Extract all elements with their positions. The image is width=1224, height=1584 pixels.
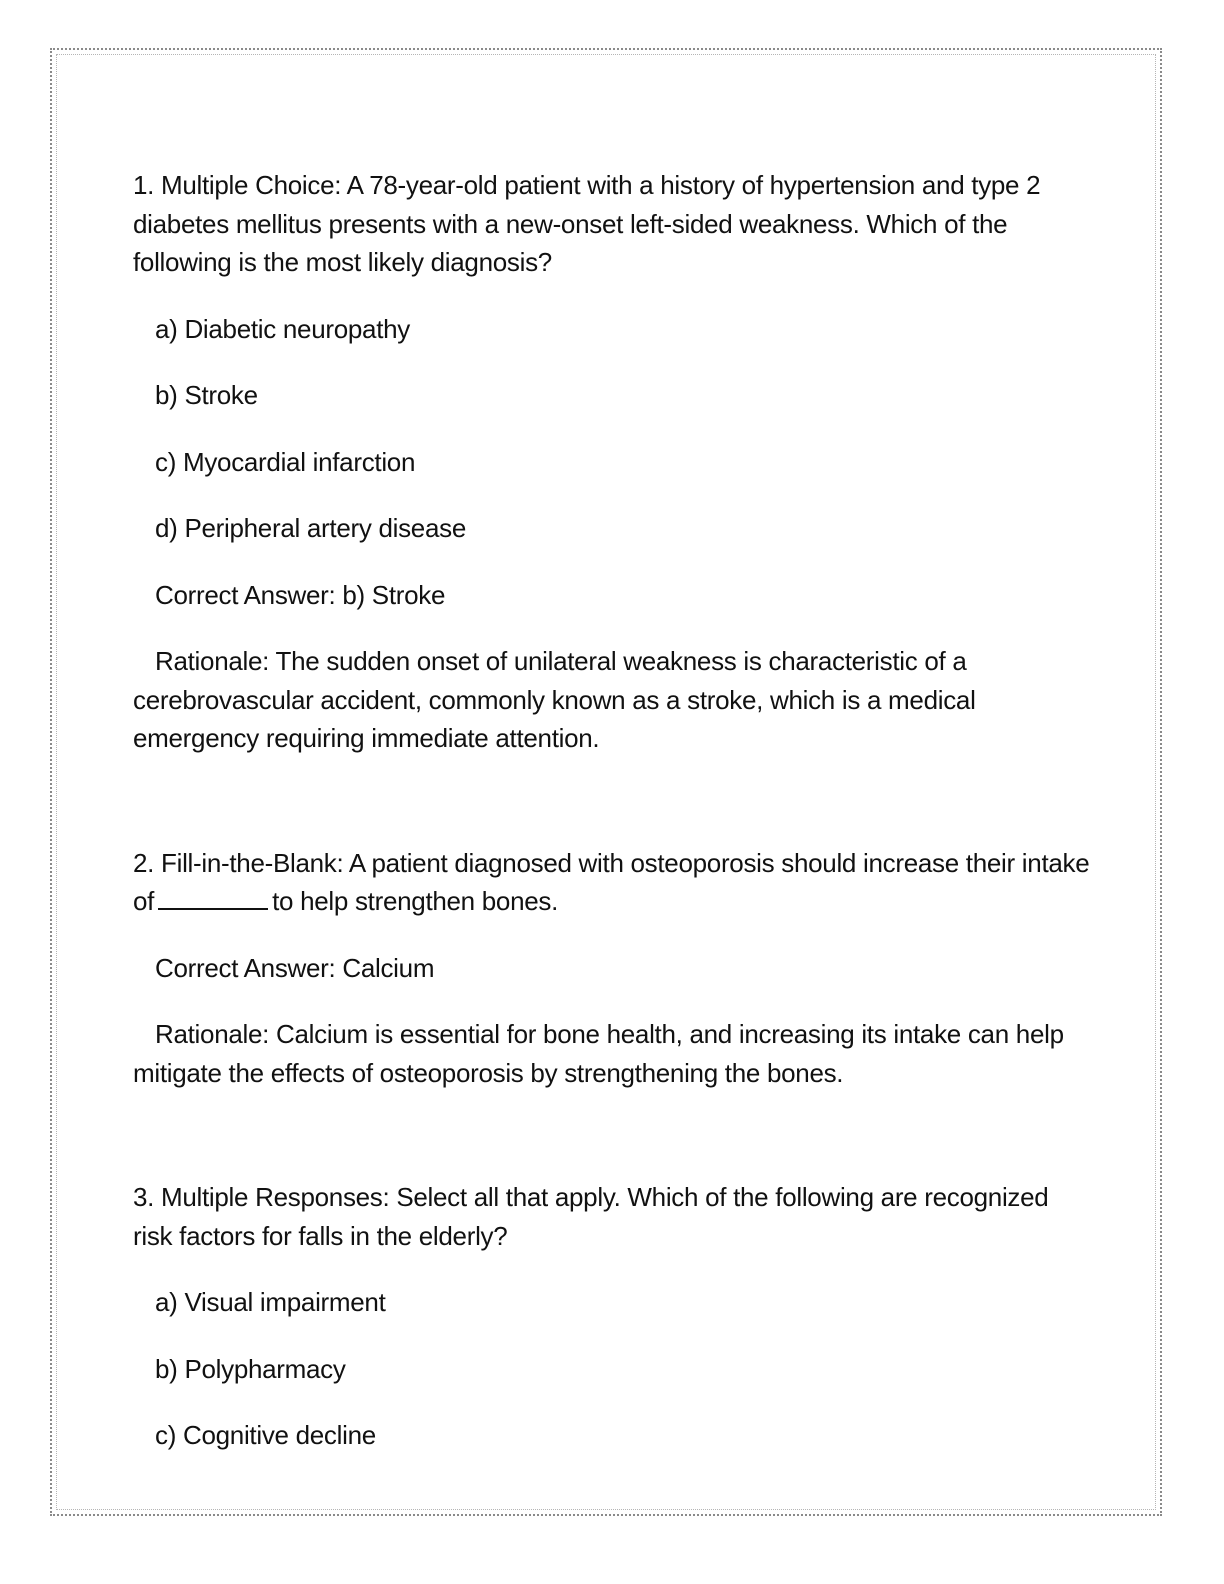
question-1-stem: 1. Multiple Choice: A 78-year-old patient with a history of hypertension and type 2 diabetes mellitus presents with a new-onset left-sided weakness. Which of the following is the most likely diagnosis?: [133, 170, 1041, 277]
question-1: [133, 166, 1093, 758]
question-3-option-a: a) Visual impairment: [155, 1287, 386, 1317]
question-2-stem: [133, 844, 1093, 921]
question-3-stem: 3. Multiple Responses: Select all that apply. Which of the following are recognized risk factors for falls in the elderly?: [133, 1182, 1049, 1251]
question-3-option-c: c) Cognitive decline: [155, 1420, 376, 1450]
question-1-option-a: a) Diabetic neuropathy: [155, 313, 410, 344]
question-2-stem-after: to help strengthen bones.: [272, 886, 559, 916]
question-3-option-b: b) Polypharmacy: [155, 1353, 346, 1384]
question-1-rationale: Rationale: The sudden onset of unilateral weakness is characteristic of a cerebrovascular accident, commonly known as a stroke, which is a medical emergency requiring immediate attention.: [133, 646, 976, 753]
question-2-stem-before: 2. Fill-in-the-Blank: A patient diagnosed with osteoporosis should increase their intake of: [133, 847, 1090, 916]
question-3: [133, 1178, 1093, 1455]
question-1-answer: Correct Answer: b) Stroke: [155, 579, 446, 610]
question-2: [133, 844, 1093, 1093]
question-1-option-c: c) Myocardial infarction: [155, 446, 416, 477]
question-1-option-b: b) Stroke: [155, 380, 258, 410]
document-body: [133, 166, 1093, 1455]
question-2-answer: Correct Answer: Calcium: [155, 952, 435, 983]
fill-in-blank: [158, 886, 268, 910]
question-2-rationale: Rationale: Calcium is essential for bone health, and increasing its intake can help mitigate the effects of osteoporosis by strengthening the bones.: [133, 1019, 1064, 1088]
question-1-option-d: d) Peripheral artery disease: [155, 513, 466, 543]
